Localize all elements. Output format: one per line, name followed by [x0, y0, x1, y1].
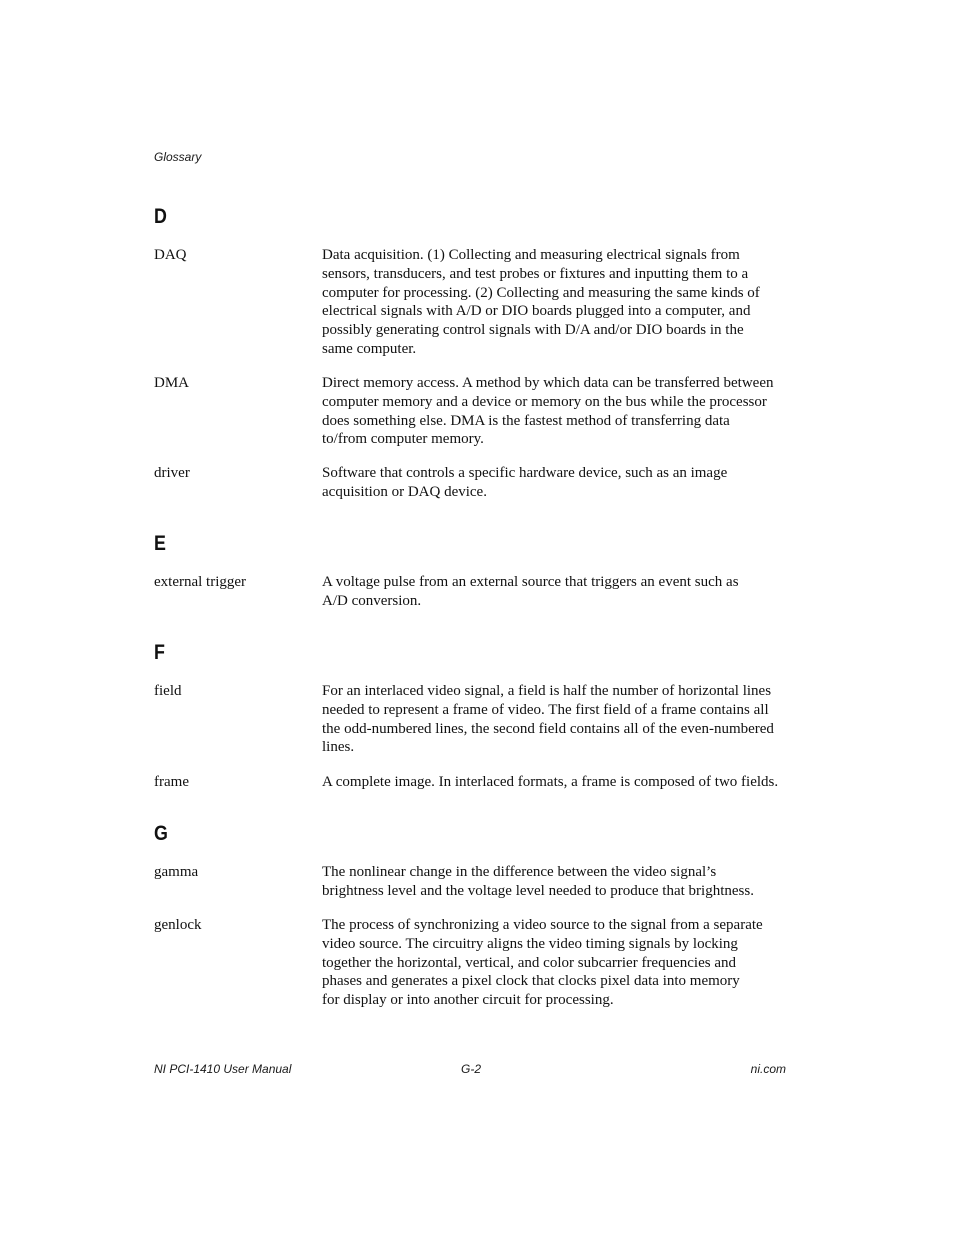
- definition-driver: [322, 464, 792, 502]
- definition-line: video source. The circuitry aligns the video timing signals by locking: [322, 935, 738, 952]
- section-letter-g: G: [154, 822, 168, 845]
- definition-line: the odd-numbered lines, the second field contains all of the even-numbered: [322, 720, 774, 737]
- term-daq: DAQ: [154, 247, 187, 263]
- definition-line: The process of synchronizing a video source to the signal from a separate: [322, 917, 763, 933]
- definition-dma: [322, 374, 792, 449]
- term-driver: driver: [154, 465, 190, 481]
- definition-line: The nonlinear change in the difference between the video signal’s: [322, 864, 717, 880]
- definition-line: to/from computer memory.: [322, 431, 484, 448]
- term-frame: frame: [154, 774, 189, 790]
- definition-line: needed to represent a frame of video. The first field of a frame contains all: [322, 701, 769, 718]
- definition-line: together the horizontal, vertical, and color subcarrier frequencies and: [322, 954, 736, 971]
- section-letter-d: D: [154, 205, 167, 228]
- footer-manual-title: NI PCI-1410 User Manual: [154, 1062, 292, 1076]
- term-field: field: [154, 683, 182, 699]
- definition-line: sensors, transducers, and test probes or fixtures and inputting them to a: [322, 265, 749, 282]
- definition-frame: [322, 773, 792, 792]
- definition-line: for display or into another circuit for processing.: [322, 992, 614, 1009]
- running-header: Glossary: [154, 150, 202, 164]
- footer-website: ni.com: [750, 1062, 786, 1076]
- definition-line: brightness level and the voltage level needed to produce that brightness.: [322, 882, 754, 899]
- definition-line: same computer.: [322, 340, 417, 357]
- definition-daq: [322, 246, 792, 359]
- term-gamma: gamma: [154, 864, 199, 880]
- definition-line: acquisition or DAQ device.: [322, 483, 487, 500]
- definition-line: A voltage pulse from an external source that triggers an event such as: [322, 574, 739, 590]
- term-genlock: genlock: [154, 917, 202, 933]
- term-dma: DMA: [154, 375, 190, 391]
- definition-line: For an interlaced video signal, a field is half the number of horizontal lines: [322, 683, 772, 699]
- definition-line: lines.: [322, 739, 355, 756]
- definition-line: possibly generating control signals with D/A and/or DIO boards in the: [322, 322, 744, 339]
- definition-line: electrical signals with A/D or DIO boards plugged into a computer, and: [322, 303, 751, 320]
- definition-field: [322, 682, 792, 757]
- definition-line: A/D conversion.: [322, 592, 422, 609]
- footer-page-number: G-2: [461, 1062, 482, 1076]
- definition-gamma: [322, 863, 792, 901]
- definition-line: Data acquisition. (1) Collecting and measuring electrical signals from: [322, 247, 740, 263]
- section-letter-e: E: [154, 532, 166, 555]
- definition-external-trigger: [322, 573, 792, 611]
- definition-line: Direct memory access. A method by which data can be transferred between: [322, 375, 774, 391]
- definition-line: computer memory and a device or memory on the bus while the processor: [322, 393, 767, 410]
- section-letter-f: F: [154, 641, 165, 664]
- definition-genlock: [322, 916, 792, 1010]
- definition-line: computer for processing. (2) Collecting and measuring the same kinds of: [322, 284, 760, 301]
- term-external-trigger: external trigger: [154, 574, 247, 590]
- definition-line: does something else. DMA is the fastest method of transferring data: [322, 412, 730, 429]
- definition-line: Software that controls a specific hardware device, such as an image: [322, 465, 728, 481]
- definition-line: A complete image. In interlaced formats, a frame is composed of two fields.: [322, 774, 779, 790]
- definition-line: phases and generates a pixel clock that clocks pixel data into memory: [322, 973, 740, 990]
